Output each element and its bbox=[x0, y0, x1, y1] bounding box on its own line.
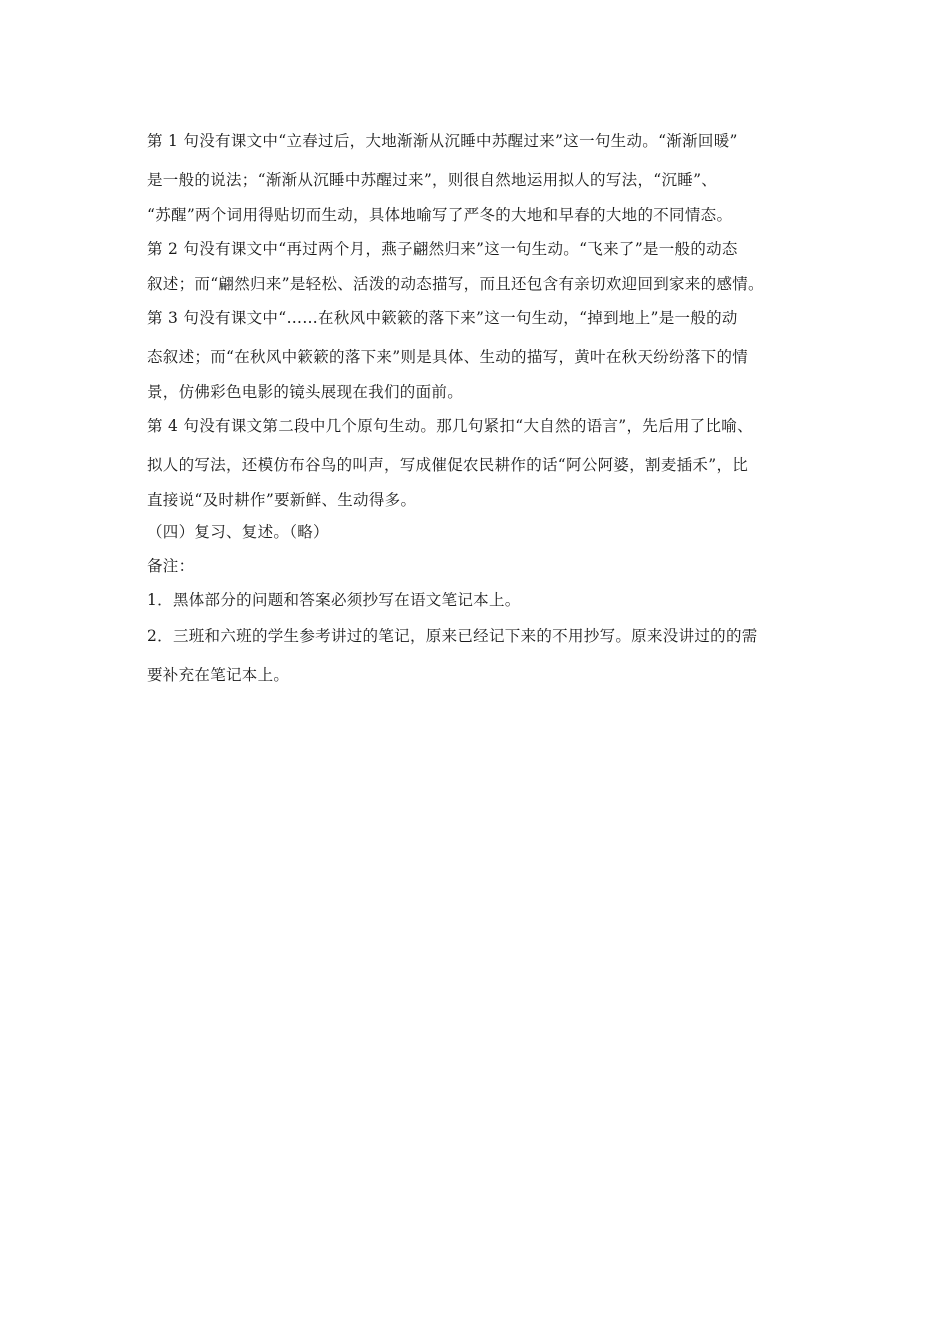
document-body bbox=[147, 122, 817, 695]
text-line: 第 1 句没有课文中“立春过后，大地渐渐从沉睡中苏醒过来”这一句生动。“渐渐回暖” bbox=[147, 132, 738, 150]
text-line: 叙述；而“翩然归来”是轻松、活泼的动态描写，而且还包含有亲切欢迎回到家来的感情。 bbox=[147, 275, 764, 293]
text-line: 要补充在笔记本上。 bbox=[147, 666, 290, 684]
text-line: 拟人的写法，还模仿布谷鸟的叫声，写成催促农民耕作的话“阿公阿婆，割麦插禾”，比 bbox=[147, 456, 749, 474]
section-heading: （四）复习、复述。（略） bbox=[147, 523, 329, 541]
text-line: 第 4 句没有课文第二段中几个原句生动。那几句紧扣“大自然的语言”，先后用了比喻、 bbox=[147, 417, 753, 435]
text-line: 直接说“及时耕作”要新鲜、生动得多。 bbox=[147, 491, 417, 509]
text-line: 是一般的说法；“渐渐从沉睡中苏醒过来”，则很自然地运用拟人的写法，“沉睡”、 bbox=[147, 171, 718, 189]
note-item: 2．三班和六班的学生参考讲过的笔记，原来已经记下来的不用抄写。原来没讲过的的需 bbox=[147, 627, 758, 645]
note-item: 1．黑体部分的问题和答案必须抄写在语文笔记本上。 bbox=[147, 591, 521, 609]
text-line: 态叙述；而“在秋风中簌簌的落下来”则是具体、生动的描写，黄叶在秋天纷纷落下的情 bbox=[147, 348, 749, 366]
text-line: “苏醒”两个词用得贴切而生动，具体地喻写了严冬的大地和早春的大地的不同情态。 bbox=[147, 206, 733, 224]
note-heading: 备注： bbox=[147, 557, 195, 575]
text-line: 第 3 句没有课文中“……在秋风中簌簌的落下来”这一句生动，“掉到地上”是一般的动 bbox=[147, 309, 738, 327]
text-line: 景，仿佛彩色电影的镜头展现在我们的面前。 bbox=[147, 383, 464, 401]
text-line: 第 2 句没有课文中“再过两个月，燕子翩然归来”这一句生动。“飞来了”是一般的动态 bbox=[147, 240, 738, 258]
